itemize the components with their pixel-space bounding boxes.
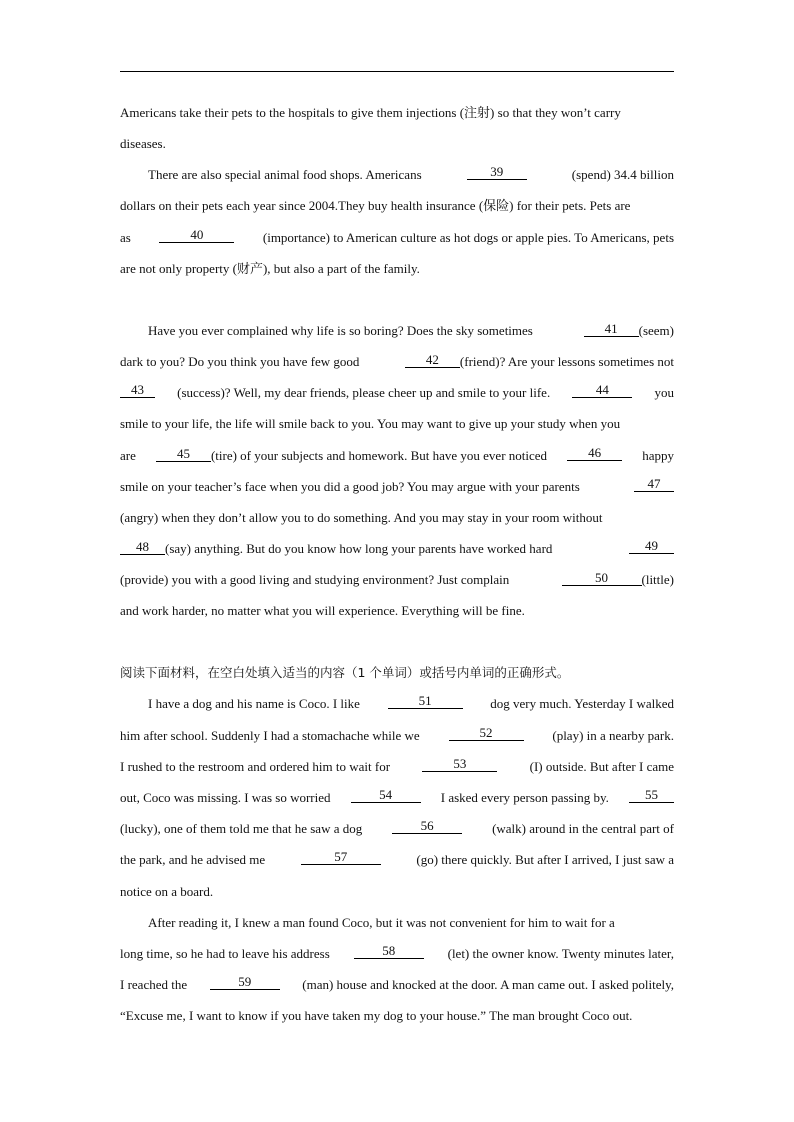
text-line: I reached the 59 (man) house and knocked at the door. A man came out. I asked politely, <box>120 974 674 992</box>
answer-blank-53[interactable]: 53 <box>422 757 497 772</box>
answer-blank-54[interactable]: 54 <box>351 788 421 803</box>
answer-blank-40[interactable]: 40 <box>159 228 234 243</box>
answer-blank-58[interactable]: 58 <box>354 944 424 959</box>
text-line: notice on a board. <box>120 884 214 899</box>
text-line: smile to your life, the life will smile back to you. You may want to give up your study when you <box>120 416 621 431</box>
text-line: and work harder, no matter what you will experience. Everything will be fine. <box>120 603 525 618</box>
header-rule <box>120 71 674 72</box>
answer-blank-51[interactable]: 51 <box>388 694 463 709</box>
answer-blank-49[interactable]: 49 <box>629 539 674 554</box>
answer-blank-44[interactable]: 44 <box>572 383 632 398</box>
text-line: him after school. Suddenly I had a stomachache while we 52 (play) in a nearby park. <box>120 725 674 743</box>
answer-blank-55[interactable]: 55 <box>629 788 674 803</box>
answer-blank-45[interactable]: 45 <box>156 447 211 462</box>
text-line: long time, so he had to leave his address 58 (let) the owner know. Twenty minutes later, <box>120 943 674 961</box>
text-line: 48 (say) anything. But do you know how long your parents have worked hard 49 <box>120 539 674 559</box>
text-line: After reading it, I knew a man found Coco, but it was not convenient for him to wait for a <box>148 915 615 930</box>
text-line: There are also special animal food shops. Americans 39 (spend) 34.4 billion <box>148 164 674 182</box>
text-line: I have a dog and his name is Coco. I like 51 dog very much. Yesterday I walked <box>148 693 674 711</box>
answer-blank-56[interactable]: 56 <box>392 819 462 834</box>
answer-blank-52[interactable]: 52 <box>449 726 524 741</box>
text-line: are not only property (财产), but also a part of the family. <box>120 261 420 276</box>
text-line: I rushed to the restroom and ordered him to wait for 53 (I) outside. But after I came <box>120 756 674 774</box>
answer-blank-39[interactable]: 39 <box>467 165 527 180</box>
text-line: 43 (success)? Well, my dear friends, please cheer up and smile to your life. 44 you <box>120 383 674 403</box>
answer-blank-42[interactable]: 42 <box>405 353 460 368</box>
text-line: (lucky), one of them told me that he saw a dog 56 (walk) around in the central part of <box>120 818 674 836</box>
text-line: the park, and he advised me 57 (go) there quickly. But after I arrived, I just saw a <box>120 849 674 867</box>
text-line: Have you ever complained why life is so boring? Does the sky sometimes 41 (seem) <box>148 321 674 338</box>
answer-blank-43[interactable]: 43 <box>120 383 155 398</box>
answer-blank-48[interactable]: 48 <box>120 540 165 555</box>
answer-blank-57[interactable]: 57 <box>301 850 381 865</box>
text-line: as 40 (importance) to American culture as hot dogs or apple pies. To Americans, pets <box>120 227 674 245</box>
text-line: out, Coco was missing. I was so worried 54 I asked every person passing by. 55 <box>120 788 674 808</box>
text-line: diseases. <box>120 136 166 151</box>
answer-blank-50[interactable]: 50 <box>562 571 642 586</box>
text-line: (provide) you with a good living and studying environment? Just complain 50 (little) <box>120 570 674 587</box>
text-line: dark to you? Do you think you have few good 42 (friend)? Are your lessons sometimes not <box>120 352 674 369</box>
text-line: Americans take their pets to the hospitals to give them injections (注射) so that they won’t carry <box>120 105 621 120</box>
answer-blank-46[interactable]: 46 <box>567 446 622 461</box>
text-line: are 45 (tire) of your subjects and homework. But have you ever noticed 46 happy <box>120 445 674 463</box>
answer-blank-41[interactable]: 41 <box>584 322 639 337</box>
text-line: dollars on their pets each year since 2004.They buy health insurance (保险) for their pets. Pets are <box>120 198 631 213</box>
text-line: “Excuse me, I want to know if you have taken my dog to your house.” The man brought Coco out. <box>120 1008 633 1023</box>
answer-blank-47[interactable]: 47 <box>634 477 674 492</box>
section-instruction: 阅读下面材料，在空白处填入适当的内容（1 个单词）或括号内单词的正确形式。 <box>120 665 570 680</box>
text-line: (angry) when they don’t allow you to do something. And you may stay in your room without <box>120 510 603 525</box>
text-line: smile on your teacher’s face when you did a good job? You may argue with your parents 47 <box>120 477 674 497</box>
answer-blank-59[interactable]: 59 <box>210 975 280 990</box>
